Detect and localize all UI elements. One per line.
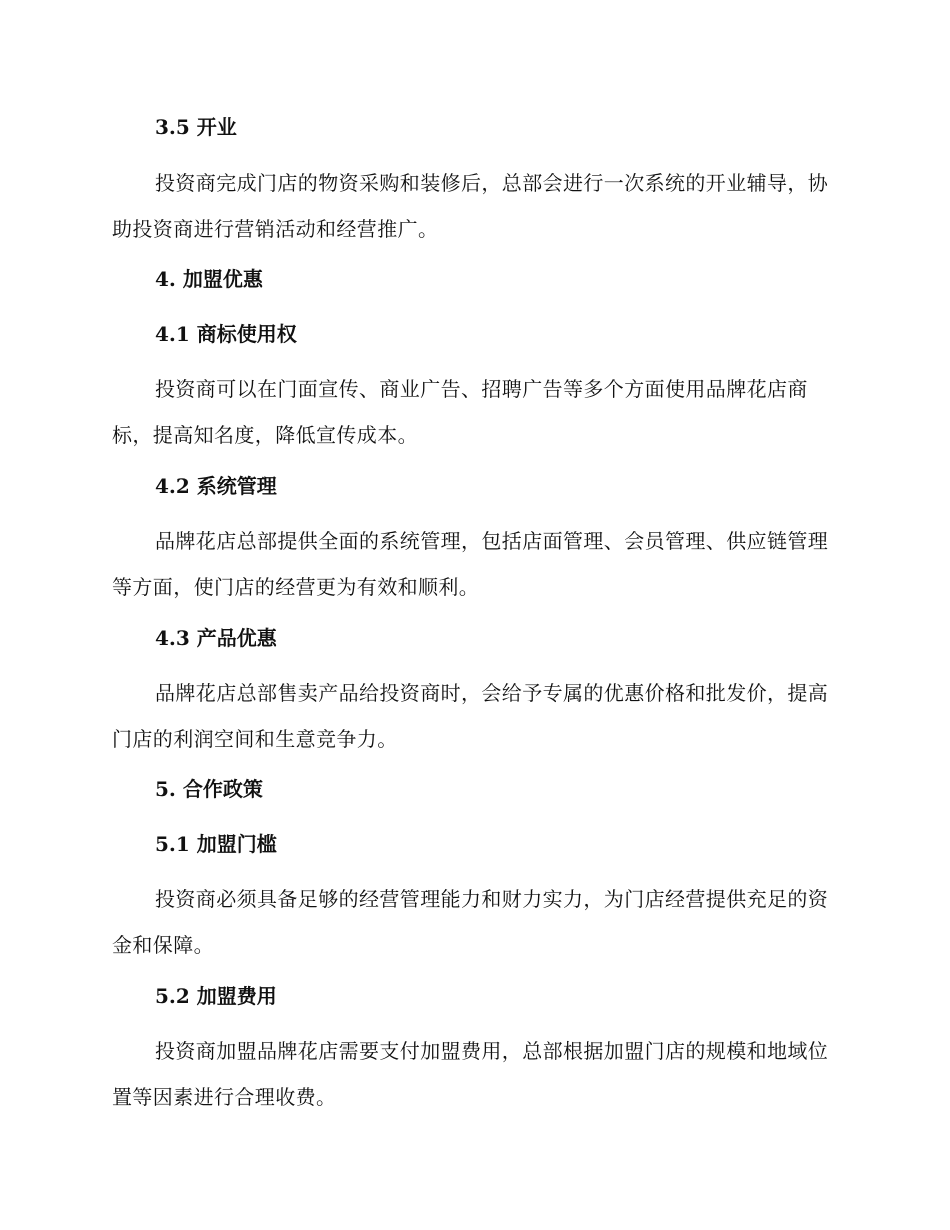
section-paragraph-4-2: 品牌花店总部提供全面的系统管理，包括店面管理、会员管理、供应链管理等方面，使门店的经营更为有效和顺利。 bbox=[112, 529, 829, 599]
section-paragraph-5-2: 投资商加盟品牌花店需要支付加盟费用，总部根据加盟门店的规模和地域位置等因素进行合理收费。 bbox=[112, 1039, 829, 1109]
section-paragraph-5-1: 投资商必须具备足够的经营管理能力和财力实力，为门店经营提供充足的资金和保障。 bbox=[112, 887, 829, 957]
section-heading-4-3: 4.3 产品优惠 bbox=[155, 626, 277, 650]
section-heading-4-1: 4.1 商标使用权 bbox=[155, 322, 297, 346]
section-heading-4: 4. 加盟优惠 bbox=[155, 267, 263, 291]
section-heading-4-2: 4.2 系统管理 bbox=[155, 474, 277, 498]
section-heading-5: 5. 合作政策 bbox=[155, 777, 263, 801]
section-heading-5-1: 5.1 加盟门槛 bbox=[155, 832, 277, 856]
section-paragraph-4-1: 投资商可以在门面宣传、商业广告、招聘广告等多个方面使用品牌花店商标，提高知名度，降低宣传成本。 bbox=[112, 377, 808, 447]
section-paragraph-4-3: 品牌花店总部售卖产品给投资商时，会给予专属的优惠价格和批发价，提高门店的利润空间和生意竞争力。 bbox=[112, 681, 829, 751]
section-paragraph-3-5: 投资商完成门店的物资采购和装修后，总部会进行一次系统的开业辅导，协助投资商进行营销活动和经营推广。 bbox=[112, 171, 829, 241]
section-heading-5-2: 5.2 加盟费用 bbox=[155, 984, 277, 1008]
section-heading-3-5: 3.5 开业 bbox=[155, 115, 237, 139]
